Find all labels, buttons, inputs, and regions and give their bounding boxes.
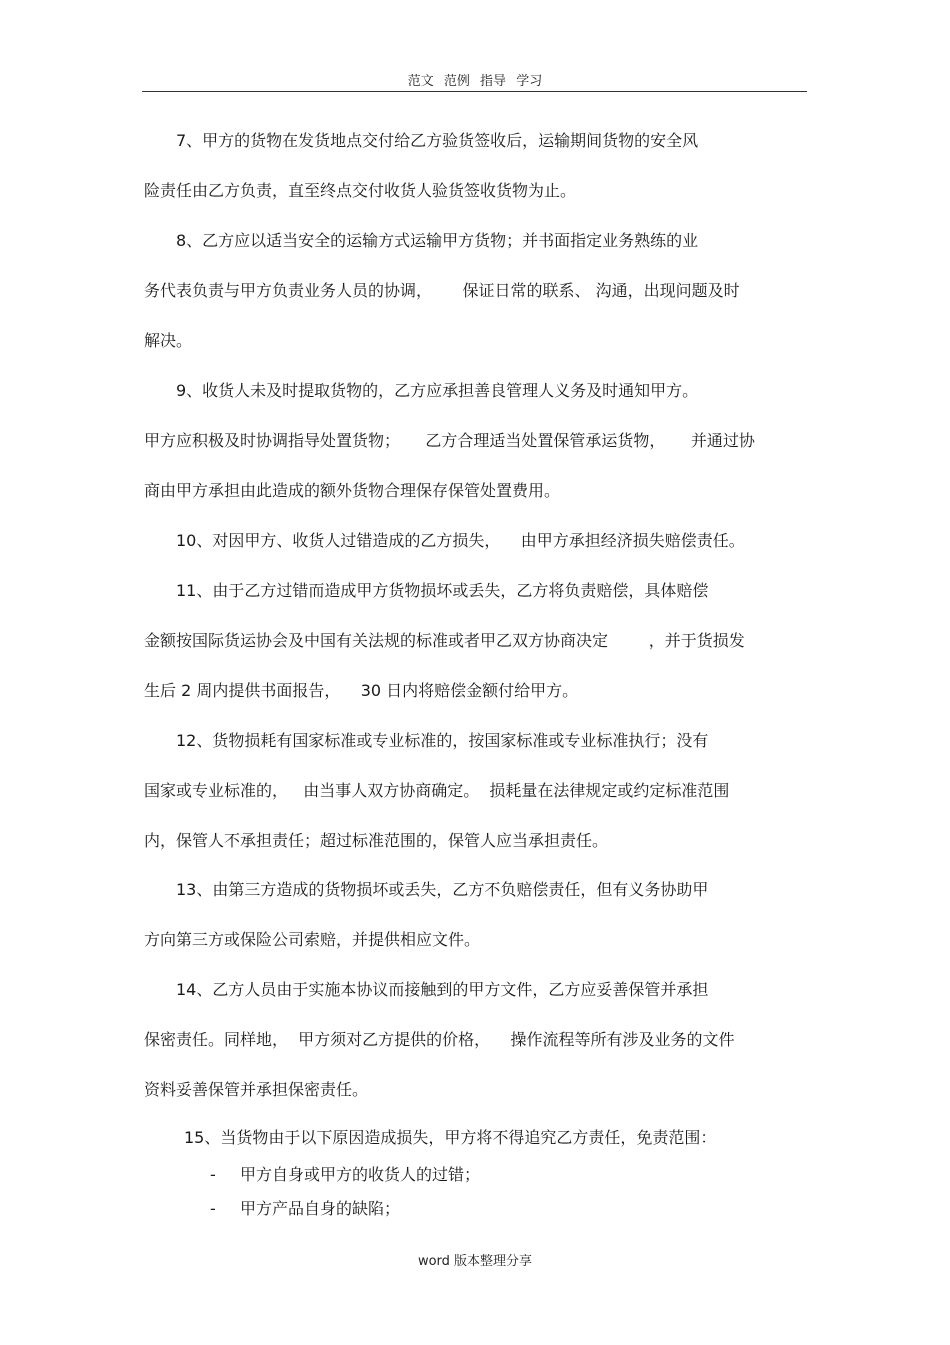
paragraph-12-line-3: 内，保管人不承担责任；超过标准范围的，保管人应当承担责任。	[144, 831, 609, 850]
page-footer: word 版本整理分享	[417, 1254, 533, 1269]
paragraph-9-line-2: 甲方应积极及时协调指导处置货物； 乙方合理适当处置保管承运货物， 并通过协	[144, 431, 755, 450]
paragraph-8-line-3: 解决。	[144, 331, 193, 350]
paragraph-11-line-2: 金额按国际货运协会及中国有关法规的标准或者甲乙双方协商决定 ，并于货损发	[144, 631, 745, 650]
paragraph-14-line-3: 资料妥善保管并承担保密责任。	[144, 1080, 369, 1099]
paragraph-9-line-1: 9、收货人未及时提取货物的，乙方应承担善良管理人义务及时通知甲方。	[176, 381, 699, 400]
bullet-item: 甲方产品自身的缺陷；	[240, 1199, 401, 1218]
paragraph-10-line-1: 10、对因甲方、收货人过错造成的乙方损失， 由甲方承担经济损失赔偿责任。	[176, 531, 745, 550]
bullet-marker: -	[210, 1165, 216, 1184]
paragraph-8-line-1: 8、乙方应以适当安全的运输方式运输甲方货物；并书面指定业务熟练的业	[176, 231, 699, 250]
paragraph-12-line-1: 12、货物损耗有国家标准或专业标准的，按国家标准或专业标准执行；没有	[176, 731, 709, 750]
paragraph-7-line-1: 7、甲方的货物在发货地点交付给乙方验货签收后，运输期间货物的安全风	[176, 131, 699, 150]
page-header: 范文 范例 指导 学习	[407, 74, 543, 89]
paragraph-8-line-2: 务代表负责与甲方负责业务人员的协调， 保证日常的联系、 沟通，出现问题及时	[144, 281, 740, 300]
paragraph-13-line-2: 方向第三方或保险公司索赔，并提供相应文件。	[144, 930, 481, 949]
paragraph-7-line-2: 险责任由乙方负责，直至终点交付收货人验货签收货物为止。	[144, 181, 577, 200]
paragraph-9-line-3: 商由甲方承担由此造成的额外货物合理保存保管处置费用。	[144, 481, 561, 500]
paragraph-13-line-1: 13、由第三方造成的货物损坏或丢失，乙方不负赔偿责任，但有义务协助甲	[176, 880, 709, 899]
paragraph-15-line-1: 15、当货物由于以下原因造成损失，甲方将不得追究乙方责任，免责范围：	[184, 1128, 717, 1147]
bullet-marker: -	[210, 1199, 216, 1218]
paragraph-14-line-2: 保密责任。同样地， 甲方须对乙方提供的价格， 操作流程等所有涉及业务的文件	[144, 1030, 735, 1049]
paragraph-11-line-1: 11、由于乙方过错而造成甲方货物损坏或丢失，乙方将负责赔偿，具体赔偿	[176, 581, 709, 600]
header-divider	[142, 91, 807, 92]
paragraph-14-line-1: 14、乙方人员由于实施本协议而接触到的甲方文件，乙方应妥善保管并承担	[176, 980, 709, 999]
paragraph-12-line-2: 国家或专业标准的， 由当事人双方协商确定。 损耗量在法律规定或约定标准范围	[144, 781, 730, 800]
bullet-item: 甲方自身或甲方的收货人的过错；	[240, 1165, 481, 1184]
paragraph-11-line-3: 生后 2 周内提供书面报告， 30 日内将赔偿金额付给甲方。	[144, 681, 579, 700]
